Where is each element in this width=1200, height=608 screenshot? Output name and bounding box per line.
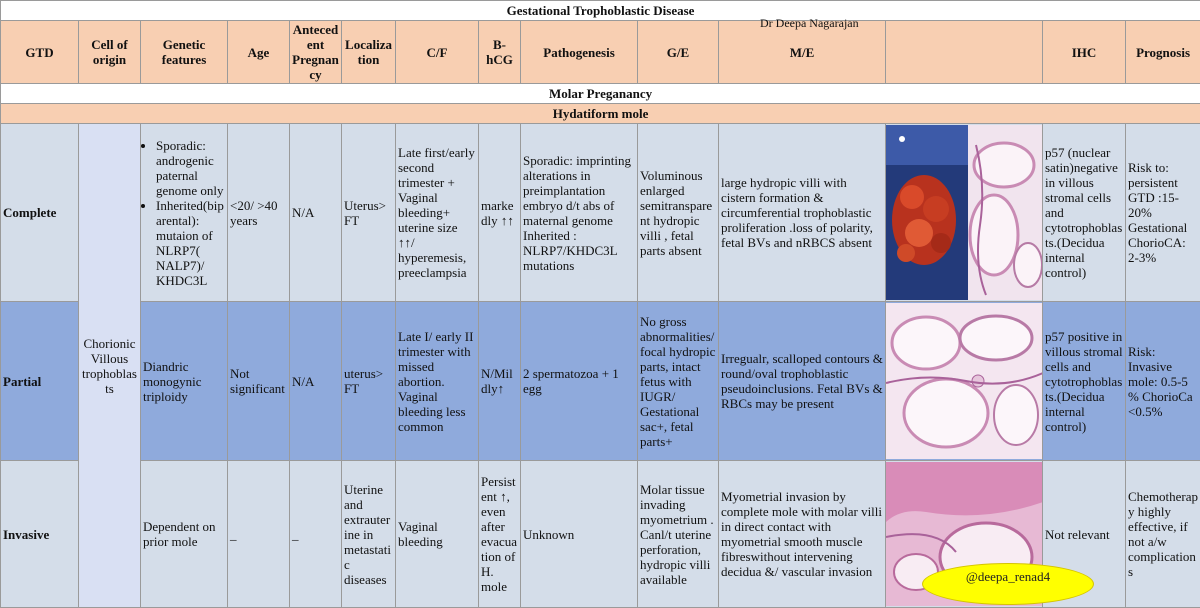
complete-bhcg: markedly ↑↑ bbox=[479, 124, 521, 302]
complete-me: large hydropic villi with cistern formation & circumferential trophoblastic proliferation .loss of polarity, fetal BVs and nRBCS absent bbox=[719, 124, 886, 302]
partial-age: Not significant bbox=[228, 302, 290, 461]
complete-genetic-item: • Inherited(biparental): mutaion of NLRP7( NALP7)/ KHDC3L bbox=[156, 198, 225, 288]
section-molar: Molar Preganancy bbox=[1, 84, 1200, 104]
header-origin: Cell of origin bbox=[79, 21, 141, 84]
social-handle-badge: @deepa_renad4 bbox=[922, 563, 1094, 605]
header-genetic: Genetic features bbox=[141, 21, 228, 84]
complete-image bbox=[886, 124, 1043, 302]
section-row-hydatidiform bbox=[1, 104, 1200, 124]
partial-ihc: p57 positive in villous stromal cells and cytotrophoblasts.(Decidua internal control) bbox=[1043, 302, 1126, 461]
partial-pathogenesis: 2 spermatozoa + 1 egg bbox=[521, 302, 638, 461]
header-image bbox=[886, 21, 1043, 84]
partial-cf: Late I/ early II trimester with missed abortion. Vaginal bleeding less common bbox=[396, 302, 479, 461]
header-prognosis: Prognosis bbox=[1126, 21, 1200, 84]
complete-localization: Uterus> FT bbox=[342, 124, 396, 302]
complete-genetic-list bbox=[143, 138, 225, 288]
invasive-me: Myometrial invasion by complete mole with molar villi in direct contact with myometrial smooth muscle fibreswithout intervening decidua &/ vascular invasion bbox=[719, 461, 886, 608]
partial-antecedent: N/A bbox=[290, 302, 342, 461]
invasive-bhcg: Persistent ↑, even after evacuation of H. mole bbox=[479, 461, 521, 608]
complete-prognosis: Risk to: persistent GTD :15-20% Gestational ChorioCA: 2-3% bbox=[1126, 124, 1200, 302]
complete-antecedent: N/A bbox=[290, 124, 342, 302]
partial-prognosis: Risk: Invasive mole: 0.5-5 % ChorioCa <0.5% bbox=[1126, 302, 1200, 461]
complete-cf: Late first/early second trimester + Vaginal bleeding+ uterine size ↑↑/ hyperemesis, preeclampsia bbox=[396, 124, 479, 302]
complete-mole-photo bbox=[886, 125, 1043, 300]
row-name-partial: Partial bbox=[1, 302, 79, 461]
header-row bbox=[1, 21, 1200, 84]
partial-genetic: Diandric monogynic triploidy bbox=[141, 302, 228, 461]
row-name-complete: Complete bbox=[1, 124, 79, 302]
header-ge: G/E bbox=[638, 21, 719, 84]
row-name-invasive: Invasive bbox=[1, 461, 79, 608]
invasive-cf: Vaginal bleeding bbox=[396, 461, 479, 608]
complete-ge: Voluminous enlarged semitransparent hydropic villi , fetal parts absent bbox=[638, 124, 719, 302]
complete-age: <20/ >40 years bbox=[228, 124, 290, 302]
table-row-complete bbox=[1, 124, 1200, 302]
title-row bbox=[1, 1, 1200, 21]
section-hydatidiform: Hydatiform mole bbox=[1, 104, 1200, 124]
complete-pathogenesis: Sporadic: imprinting alterations in preimplantation embryo d/t abs of maternal genome Inherited : NLRP7/KHDC3L mutations bbox=[521, 124, 638, 302]
cell-origin: Chorionic Villous trophoblasts bbox=[79, 124, 141, 608]
partial-localization: uterus> FT bbox=[342, 302, 396, 461]
partial-mole-histology bbox=[886, 303, 1043, 459]
invasive-genetic: Dependent on prior mole bbox=[141, 461, 228, 608]
header-gtd: GTD bbox=[1, 21, 79, 84]
header-antecedent: Antecedent Pregnancy bbox=[290, 21, 342, 84]
invasive-prognosis: Chemotherapy highly effective, if not a/w complications bbox=[1126, 461, 1200, 608]
header-me: M/E bbox=[719, 21, 886, 84]
header-ihc: IHC bbox=[1043, 21, 1126, 84]
partial-image bbox=[886, 302, 1043, 461]
header-cf: C/F bbox=[396, 21, 479, 84]
partial-me: Irregualr, scalloped contours & round/oval trophoblastic pseudoinclusions. Fetal BVs & RBCs may be present bbox=[719, 302, 886, 461]
partial-ge: No gross abnormalities/ focal hydropic parts, intact fetus with IUGR/ Gestational sac+, fetal parts+ bbox=[638, 302, 719, 461]
header-bhcg: B-hCG bbox=[479, 21, 521, 84]
header-pathogenesis: Pathogenesis bbox=[521, 21, 638, 84]
invasive-age: _ bbox=[228, 461, 290, 608]
invasive-ge: Molar tissue invading myometrium . Canl/t uterine perforation, hydropic villi available bbox=[638, 461, 719, 608]
invasive-pathogenesis: Unknown bbox=[521, 461, 638, 608]
partial-bhcg: N/Mildly↑ bbox=[479, 302, 521, 461]
complete-genetic bbox=[141, 124, 228, 302]
sheet-title: Gestational Trophoblastic Disease bbox=[1, 1, 1200, 21]
section-row-molar bbox=[1, 84, 1200, 104]
table-row-partial bbox=[1, 302, 1200, 461]
complete-ihc: p57 (nuclear satin)negative in villous stromal cells and cytotrophoblasts.(Decidua internal control) bbox=[1043, 124, 1126, 302]
header-age: Age bbox=[228, 21, 290, 84]
header-localization: Localization bbox=[342, 21, 396, 84]
invasive-localization: Uterine and extrauterine in metastatic diseases bbox=[342, 461, 396, 608]
invasive-antecedent: _ bbox=[290, 461, 342, 608]
complete-genetic-item: • Sporadic: androgenic paternal genome only bbox=[156, 138, 225, 198]
invasive-ihc: Not relevant bbox=[1043, 461, 1126, 608]
author-credit: Dr Deepa Nagarajan bbox=[760, 16, 859, 31]
